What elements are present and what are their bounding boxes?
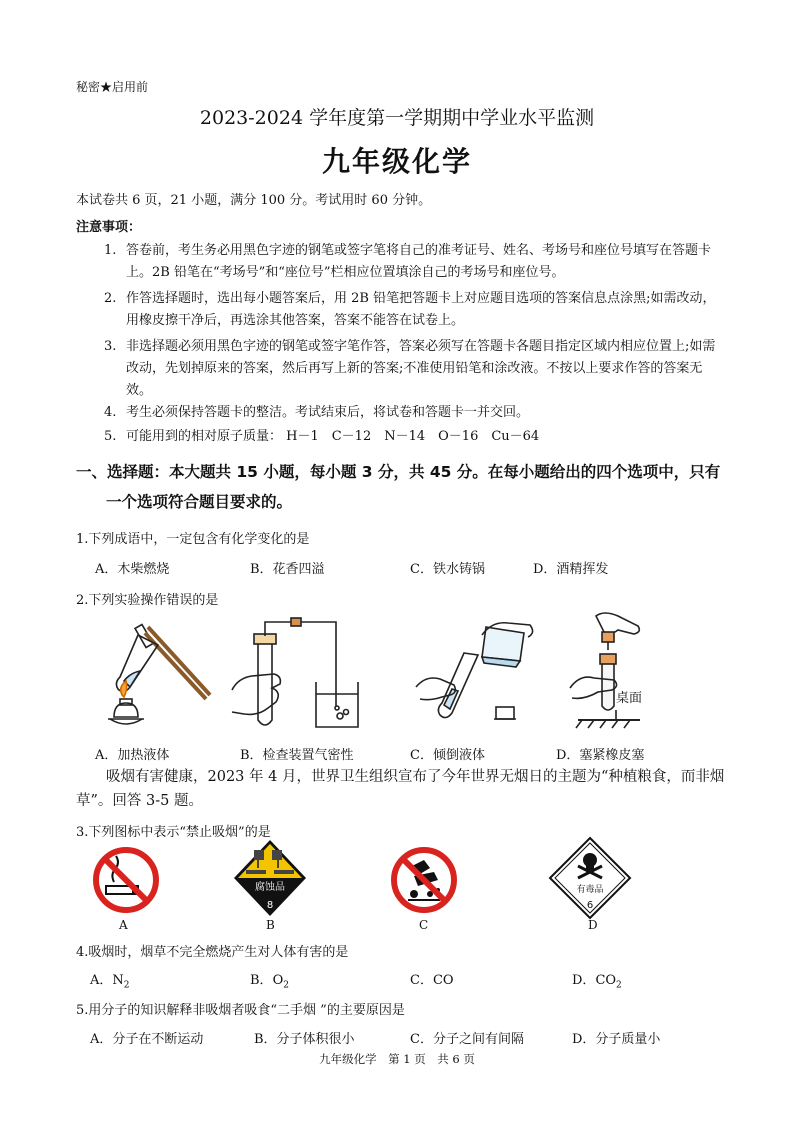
q1-option-a: A．木柴燃烧 bbox=[95, 562, 170, 577]
q1-option-c: C．铁水铸锅 bbox=[410, 562, 485, 577]
subject-title: 九年级化学 bbox=[321, 145, 472, 178]
toxic-label: 有毒品 bbox=[576, 885, 604, 895]
desk-label: 桌面 bbox=[616, 691, 643, 706]
corrosive-class-number: 8 bbox=[266, 900, 274, 911]
pouring-liquid-illustration bbox=[412, 613, 542, 733]
q2-option-a: A．加热液体 bbox=[95, 748, 170, 763]
question-4-stem: 4.吸烟时，烟草不完全燃烧产生对人体有害的是 bbox=[76, 945, 349, 960]
airtightness-check-illustration bbox=[228, 612, 378, 734]
secret-label: 秘密★启用前 bbox=[76, 80, 149, 94]
corrosive-label: 腐蚀品 bbox=[255, 882, 285, 893]
notice-item-3: 3. 非选择题必须用黑色字迹的钢笔或签字笔作答，答案必须写在答题卡各题目指定区域内相应位置上;如需改动，先划掉原来的答案，然后再写上新的答案;不准使用铅笔和涂改液。不按以上要求作答的答案无效。 bbox=[104, 339, 716, 398]
toxic-sign-icon bbox=[548, 836, 632, 920]
question-2-stem: 2.下列实验操作错误的是 bbox=[76, 593, 219, 608]
q5-option-b: B．分子体积很小 bbox=[254, 1032, 355, 1047]
notice-item-4: 4. 考生必须保持答题卡的整洁。考试结束后，将试卷和答题卡一并交回。 bbox=[104, 405, 530, 420]
reading-passage: 吸烟有害健康，2023 年 4 月，世界卫生组织宣布了今年世界无烟日的主题为“种植粮食，而非烟草”。回答 3-5 题。 bbox=[76, 769, 725, 809]
q5-option-c: C．分子之间有间隔 bbox=[410, 1032, 524, 1047]
question-1-stem: 1.下列成语中，一定包含有化学变化的是 bbox=[76, 532, 310, 547]
q3-label-c: C bbox=[419, 918, 429, 932]
notice-heading: 注意事项： bbox=[76, 220, 142, 235]
q3-label-a: A bbox=[119, 918, 128, 932]
q2-option-d: D．塞紧橡皮塞 bbox=[556, 748, 645, 763]
notice-item-1: 1. 答卷前，考生务必用黑色字迹的钢笔或签字笔将自己的准考证号、姓名、考场号和座位号填写在答题卡上。2B 铅笔在“考场号”和“座位号”栏相应位置填涂自己的考场号和座位号。 bbox=[104, 243, 712, 280]
no-fireworks-sign-icon bbox=[390, 846, 458, 914]
corrosive-sign-icon bbox=[232, 838, 308, 918]
toxic-class-number: 6 bbox=[586, 900, 594, 911]
q4-option-c: C．CO bbox=[410, 973, 454, 988]
q2-option-b: B．检查装置气密性 bbox=[240, 748, 354, 763]
q5-option-d: D．分子质量小 bbox=[572, 1032, 661, 1047]
q4-option-a: A．$N_2$ bbox=[90, 973, 130, 991]
q5-option-a: A．分子在不断运动 bbox=[90, 1032, 204, 1047]
page-footer: 九年级化学 第 1 页 共 6 页 bbox=[319, 1052, 475, 1066]
section-heading: 一、选择题：本大题共 15 小题，每小题 3 分，共 45 分。在每小题给出的四个选项中，只有 一个选项符合题目要求的。 bbox=[76, 463, 721, 511]
no-smoking-sign-icon bbox=[92, 846, 160, 914]
stopper-insertion-illustration bbox=[568, 610, 678, 735]
exam-intro: 本试卷共 6 页，21 小题，满分 100 分。考试用时 60 分钟。 bbox=[76, 193, 432, 208]
q3-label-d: D bbox=[588, 918, 598, 932]
q3-label-b: B bbox=[266, 918, 275, 932]
heating-liquid-illustration bbox=[100, 615, 220, 735]
exam-title: 2023-2024 学年度第一学期期中学业水平监测 bbox=[199, 107, 595, 129]
question-5-stem: 5.用分子的知识解释非吸烟者吸食“二手烟 ”的主要原因是 bbox=[76, 1003, 405, 1018]
notice-item-2: 2. 作答选择题时，选出每小题答案后，用 2B 铅笔把答题卡上对应题目选项的答案信息点涂黑;如需改动，用橡皮擦干净后，再选涂其他答案，答案不能答在试卷上。 bbox=[104, 291, 716, 328]
q1-option-b: B．花香四溢 bbox=[250, 562, 325, 577]
question-3-stem: 3.下列图标中表示“禁止吸烟”的是 bbox=[76, 825, 271, 840]
q4-option-b: B．$O_2$ bbox=[250, 973, 289, 991]
q2-option-c: C．倾倒液体 bbox=[410, 748, 485, 763]
q1-option-d: D．酒精挥发 bbox=[533, 562, 609, 577]
q4-option-d: D．$CO_2$ bbox=[572, 973, 622, 991]
notice-item-5: 5. 可能用到的相对原子质量： H－1 C－12 N－14 O－16 Cu－64 bbox=[104, 429, 540, 444]
